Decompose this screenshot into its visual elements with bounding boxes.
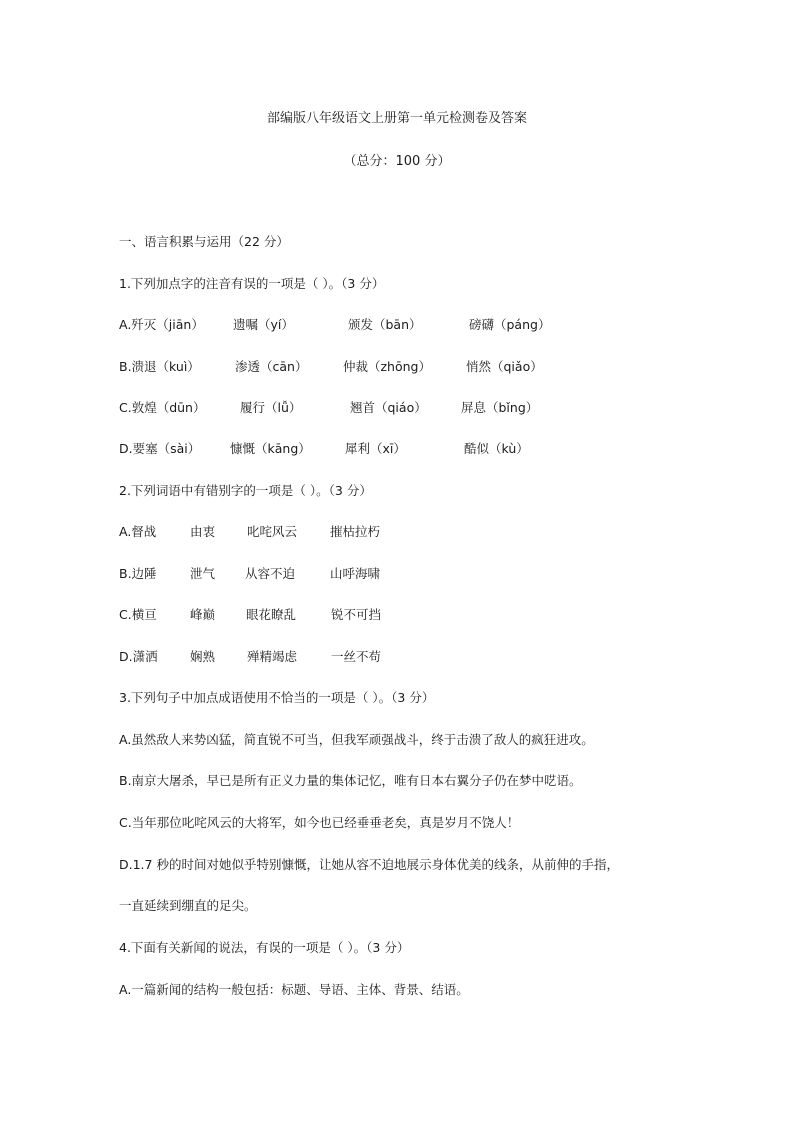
- option-item: 犀利（xī）: [345, 441, 406, 456]
- question-1-stem: 1.下列加点字的注音有误的一项是（ ）。（3 分）: [119, 276, 385, 291]
- option-item: 翘首（qiáo）: [350, 400, 427, 415]
- question-3-option-d-continued: 一直延续到绷直的足尖。: [119, 898, 257, 913]
- question-3-option-c: C.当年那位叱咤风云的大将军，如今也已经垂垂老矣，真是岁月不饶人！: [119, 815, 520, 830]
- option-item: 摧枯拉朽: [330, 524, 381, 539]
- option-item: 酷似（kù）: [464, 441, 529, 456]
- option-item: 由衷: [190, 524, 216, 539]
- option-item: 山呼海啸: [330, 566, 381, 581]
- option-item: 颁发（bān）: [348, 317, 422, 332]
- question-4-stem: 4.下面有关新闻的说法，有误的一项是（ ）。（3 分）: [119, 940, 410, 955]
- option-item: C.敦煌（dūn）: [119, 400, 206, 415]
- option-item: B.溃退（kuì）: [119, 359, 200, 374]
- option-item: 眼花瞭乱: [246, 607, 297, 622]
- option-item: 娴熟: [190, 649, 216, 664]
- question-2-stem: 2.下列词语中有错别字的一项是（ ）。（3 分）: [119, 483, 372, 498]
- option-item: 从容不迫: [245, 566, 296, 581]
- option-item: 履行（lǚ）: [240, 400, 302, 415]
- option-item: B.边陲: [119, 566, 157, 581]
- option-item: D.潇洒: [119, 649, 158, 664]
- option-item: 渗透（cān）: [235, 359, 308, 374]
- option-item: A.督战: [119, 524, 157, 539]
- option-item: 慷慨（kāng）: [230, 441, 311, 456]
- option-item: 仲裁（zhōng）: [343, 359, 431, 374]
- page-subtitle: （总分：100 分）: [343, 154, 451, 169]
- option-item: A.歼灭（jiān）: [119, 317, 204, 332]
- option-item: 泄气: [190, 566, 216, 581]
- option-item: 峰巅: [190, 607, 216, 622]
- option-item: 悄然（qiǎo）: [466, 359, 543, 374]
- page-title: 部编版八年级语文上册第一单元检测卷及答案: [266, 111, 527, 126]
- question-3-stem: 3.下列句子中加点成语使用不恰当的一项是（ ）。（3 分）: [119, 690, 435, 705]
- option-item: 殚精竭虑: [247, 649, 298, 664]
- option-item: 屏息（bǐng）: [461, 400, 539, 415]
- question-4-option-a: A.一篇新闻的结构一般包括：标题、导语、主体、背景、结语。: [119, 982, 469, 997]
- option-item: C.横亘: [119, 607, 157, 622]
- option-item: D.要塞（sài）: [119, 441, 201, 456]
- option-item: 遗嘱（yí）: [233, 317, 294, 332]
- option-item: 锐不可挡: [331, 607, 382, 622]
- question-3-option-b: B.南京大屠杀，早已是所有正义力量的集体记忆，唯有日本右翼分子仍在梦中呓语。: [119, 773, 582, 788]
- question-3-option-a: A.虽然敌人来势凶猛，简直锐不可当，但我军顽强战斗，终于击溃了敌人的疯狂进攻。: [119, 732, 594, 747]
- section-heading: 一、语言积累与运用（22 分）: [119, 234, 289, 249]
- question-3-option-d: D.1.7 秒的时间对她似乎特别慷慨，让她从容不迫地展示身体优美的线条，从前伸的手指，: [119, 857, 619, 872]
- option-item: 磅礴（páng）: [469, 317, 551, 332]
- option-item: 叱咤风云: [247, 524, 298, 539]
- option-item: 一丝不苟: [331, 649, 382, 664]
